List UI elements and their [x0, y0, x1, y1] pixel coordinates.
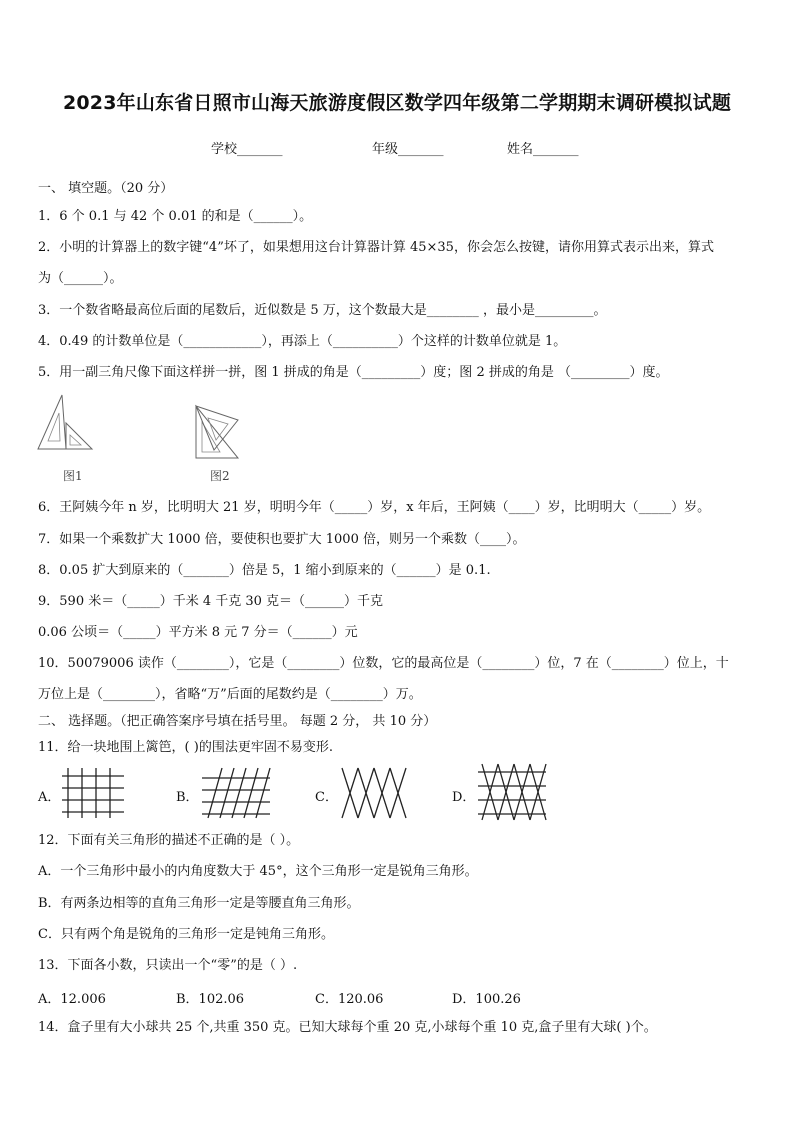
question-6: 6．王阿姨今年 n 岁，比明明大 21 岁，明明今年（_____）岁，x 年后，王阿姨（____）岁，比明明大（_____）岁。 [38, 500, 711, 515]
q13-option-d: D．100.26 [452, 992, 521, 1007]
figure-2-caption: 图2 [210, 469, 230, 483]
q12-option-c: C．只有两个角是锐角的三角形一定是钝角三角形。 [38, 927, 334, 942]
q13-option-a: A．12.006 [38, 992, 106, 1007]
fence-cross-icon [338, 766, 414, 820]
q13-option-b: B．102.06 [176, 992, 245, 1007]
question-3: 3．一个数省略最高位后面的尾数后，近似数是 5 万，这个数最大是________ ，最小是_________。 [38, 303, 607, 318]
question-2-cont: 为（______）。 [38, 271, 123, 286]
grade-field[interactable]: 年级_______ [372, 142, 444, 157]
question-5: 5．用一副三角尺像下面这样拼一拼，图 1 拼成的角是（_________）度；图 2 拼成的角是 （_________）度。 [38, 365, 669, 380]
section-heading-fill: 一、 填空题。（20 分） [38, 181, 174, 196]
figure-2-triangles [194, 402, 244, 460]
question-11: 11．给一块地围上篱笆，( )的围法更牢固不易变形. [38, 740, 333, 755]
fence-slanted-icon [200, 766, 272, 820]
question-8: 8．0.05 扩大到原来的（_______）倍是 5，1 缩小到原来的（______）是 0.1. [38, 563, 491, 578]
name-field[interactable]: 姓名_______ [507, 142, 579, 157]
fence-grid-icon [60, 766, 126, 820]
page-title: 2023年山东省日照市山海天旅游度假区数学四年级第二学期期末调研模拟试题 [62, 92, 732, 114]
figure-1-caption: 图1 [63, 469, 83, 483]
question-2: 2．小明的计算器上的数字键“4”坏了，如果想用这台计算器计算 45×35，你会怎么按键，请你用算式表示出来，算式 [38, 240, 714, 255]
figure-1-triangles [36, 393, 96, 457]
question-1: 1．6 个 0.1 与 42 个 0.01 的和是（______）。 [38, 209, 313, 224]
q12-option-b: B．有两条边相等的直角三角形一定是等腰直角三角形。 [38, 896, 360, 911]
fence-cross-horizontal-icon [476, 762, 548, 822]
q13-option-c: C．120.06 [315, 992, 384, 1007]
section-heading-choice: 二、 选择题。（把正确答案序号填在括号里。 每题 2 分， 共 10 分） [38, 714, 437, 729]
q11-option-d-label: D． [452, 790, 476, 805]
question-9-row-2: 0.06 公顷＝（_____）平方米 8 元 7 分＝（______）元 [38, 625, 358, 640]
question-13: 13．下面各小数，只读出一个“零”的是（ ）. [38, 958, 298, 973]
school-field[interactable]: 学校_______ [211, 142, 283, 157]
question-9-row-1: 9．590 米＝（_____）千米 4 千克 30 克＝（______）千克 [38, 594, 384, 609]
question-12: 12．下面有关三角形的描述不正确的是（ ）。 [38, 833, 300, 848]
question-4: 4．0.49 的计数单位是（____________），再添上（__________）个这样的计数单位就是 1。 [38, 334, 567, 349]
question-7: 7．如果一个乘数扩大 1000 倍，要使积也要扩大 1000 倍，则另一个乘数（____）。 [38, 532, 526, 547]
question-14: 14．盒子里有大小球共 25 个,共重 350 克。已知大球每个重 20 克,小球每个重 10 克,盒子里有大球( )个。 [38, 1020, 657, 1035]
q12-option-a: A．一个三角形中最小的内角度数大于 45°，这个三角形一定是锐角三角形。 [38, 864, 478, 879]
question-10-cont: 万位上是（________），省略“万”后面的尾数约是（________）万。 [38, 687, 422, 702]
q11-option-c-label: C． [315, 790, 338, 805]
question-10: 10．50079006 读作（________），它是（________）位数，它的最高位是（________）位，7 在（________）位上，十 [38, 656, 729, 671]
q11-option-a-label: A． [38, 790, 61, 805]
q11-option-b-label: B． [176, 790, 199, 805]
